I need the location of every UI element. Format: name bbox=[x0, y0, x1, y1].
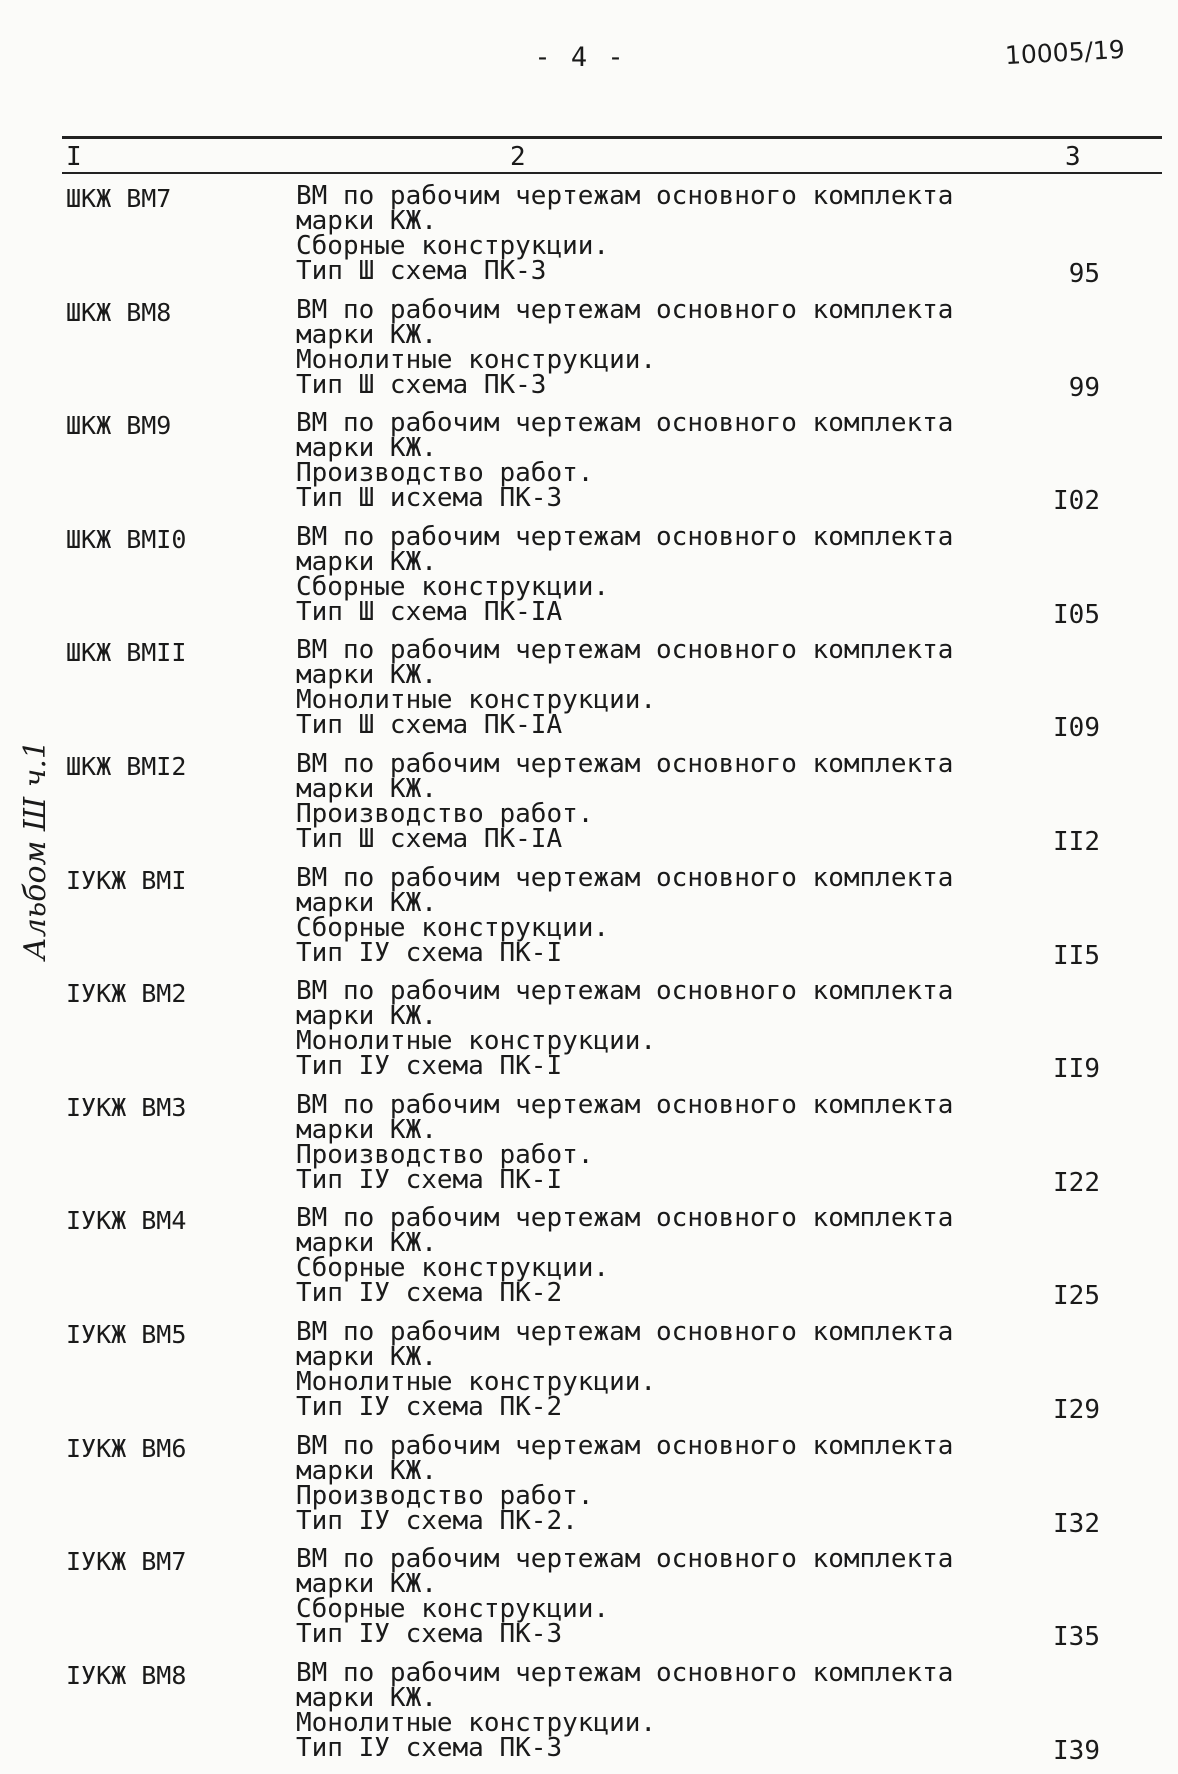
description-line: марки КЖ. bbox=[296, 1001, 437, 1032]
description-line: Монолитные конструкции. bbox=[296, 685, 657, 716]
description-line: Производство работ. bbox=[296, 798, 594, 829]
description-line: марки КЖ. bbox=[296, 1682, 437, 1713]
column-header-1: I bbox=[66, 142, 82, 172]
description-line: ВМ по рабочим чертежам основного комплекта bbox=[296, 294, 954, 325]
row-description bbox=[296, 748, 954, 854]
table-body bbox=[0, 181, 1178, 1774]
description-line: ВМ по рабочим чертежам основного комплекта bbox=[296, 862, 954, 893]
row-description bbox=[296, 294, 954, 400]
description-line: Производство работ. bbox=[296, 458, 594, 489]
description-line: ВМ по рабочим чертежам основного комплекта bbox=[296, 1544, 954, 1575]
description-line: Тип Ш схема ПК-IА bbox=[296, 596, 563, 627]
row-code: IУКЖ ВМ7 bbox=[66, 1547, 187, 1577]
description-line: марки КЖ. bbox=[296, 319, 437, 350]
table-row bbox=[0, 1316, 1178, 1434]
row-description bbox=[296, 1203, 954, 1309]
column-header-2: 2 bbox=[510, 142, 526, 172]
description-line: Монолитные конструкции. bbox=[296, 1026, 657, 1057]
page-number: - 4 - bbox=[534, 42, 626, 73]
document-code: 10005/19 bbox=[1004, 34, 1126, 71]
description-line: Сборные конструкции. bbox=[296, 571, 610, 602]
row-page-number: I25 bbox=[1053, 1281, 1100, 1312]
row-code: IУКЖ ВМ3 bbox=[66, 1092, 187, 1122]
description-line: ВМ по рабочим чертежам основного комплекта bbox=[296, 976, 954, 1007]
description-line: ВМ по рабочим чертежам основного комплекта bbox=[296, 1430, 954, 1461]
row-description bbox=[296, 181, 954, 286]
description-line: марки КЖ. bbox=[296, 1228, 437, 1259]
row-code: IУКЖ ВМ8 bbox=[66, 1660, 187, 1690]
table-row bbox=[0, 1544, 1178, 1661]
description-line: Тип Ш схема ПК-3 bbox=[296, 369, 547, 400]
row-code: IУКЖ ВМ5 bbox=[66, 1319, 187, 1349]
description-line: ВМ по рабочим чертежам основного комплекта bbox=[296, 181, 954, 211]
description-line: Тип IУ схема ПК-I bbox=[296, 937, 563, 968]
row-page-number: I35 bbox=[1053, 1622, 1100, 1653]
row-page-number: II2 bbox=[1053, 826, 1100, 857]
table-row bbox=[0, 635, 1178, 752]
row-description bbox=[296, 1430, 954, 1536]
description-line: марки КЖ. bbox=[296, 773, 437, 804]
description-line: Сборные конструкции. bbox=[296, 912, 610, 943]
table-row bbox=[0, 294, 1178, 412]
description-line: Тип IУ схема ПК-3 bbox=[296, 1732, 563, 1763]
description-line: ВМ по рабочим чертежам основного комплекта bbox=[296, 1316, 954, 1347]
description-line: марки КЖ. bbox=[296, 1569, 437, 1600]
description-line: Тип Ш схема ПК-IА bbox=[296, 823, 563, 854]
description-line: марки КЖ. bbox=[296, 433, 437, 464]
row-description bbox=[296, 635, 954, 741]
table-header-rule bbox=[62, 172, 1162, 174]
table-row bbox=[0, 748, 1178, 866]
row-code: IУКЖ ВМ2 bbox=[66, 979, 187, 1009]
row-description bbox=[296, 862, 954, 968]
table-row bbox=[0, 976, 1178, 1093]
description-line: марки КЖ. bbox=[296, 1114, 437, 1145]
table-top-rule bbox=[62, 136, 1162, 139]
description-line: Сборные конструкции. bbox=[296, 1594, 610, 1625]
row-description bbox=[296, 521, 954, 627]
description-line: ВМ по рабочим чертежам основного комплекта bbox=[296, 408, 954, 439]
row-code: IУКЖ ВМ4 bbox=[66, 1206, 187, 1236]
table-row bbox=[0, 1089, 1178, 1207]
row-page-number: I05 bbox=[1053, 599, 1100, 630]
description-line: Тип IУ схема ПК-2. bbox=[296, 1505, 578, 1536]
row-page-number: I29 bbox=[1053, 1394, 1100, 1425]
row-page-number: I02 bbox=[1053, 486, 1100, 517]
row-description bbox=[296, 1544, 954, 1650]
description-line: ВМ по рабочим чертежам основного комплекта bbox=[296, 1657, 954, 1688]
row-code: ШКЖ ВМII bbox=[66, 638, 187, 668]
description-line: ВМ по рабочим чертежам основного комплекта bbox=[296, 635, 954, 666]
row-page-number: II5 bbox=[1053, 940, 1100, 971]
description-line: Производство работ. bbox=[296, 1480, 594, 1511]
description-line: Тип Ш схема ПК-3 bbox=[296, 256, 547, 286]
album-side-note: Альбом Ш ч.1 bbox=[18, 740, 53, 960]
table-row bbox=[0, 408, 1178, 525]
description-line: Тип IУ схема ПК-2 bbox=[296, 1278, 563, 1309]
row-code: ШКЖ ВМ9 bbox=[66, 411, 172, 441]
table-row bbox=[0, 862, 1178, 980]
description-line: Тип Ш исхема ПК-3 bbox=[296, 483, 563, 514]
description-line: Тип Ш схема ПК-IА bbox=[296, 710, 563, 741]
row-description bbox=[296, 1316, 954, 1422]
description-line: марки КЖ. bbox=[296, 887, 437, 918]
row-description bbox=[296, 1657, 954, 1763]
column-header-3: 3 bbox=[1065, 142, 1081, 172]
row-page-number: I32 bbox=[1053, 1508, 1100, 1539]
description-line: марки КЖ. bbox=[296, 206, 437, 236]
table-row bbox=[0, 181, 1178, 298]
row-page-number: 95 bbox=[1068, 259, 1100, 289]
table-row bbox=[0, 521, 1178, 639]
description-line: Монолитные конструкции. bbox=[296, 344, 657, 375]
row-code: IУКЖ ВМ6 bbox=[66, 1433, 187, 1463]
description-line: ВМ по рабочим чертежам основного комплекта bbox=[296, 1203, 954, 1234]
row-page-number: 99 bbox=[1068, 372, 1100, 403]
row-code: ШКЖ ВМI2 bbox=[66, 751, 187, 781]
row-code: IУКЖ ВМI bbox=[66, 865, 187, 895]
description-line: Сборные конструкции. bbox=[296, 1253, 610, 1284]
row-page-number: II9 bbox=[1053, 1054, 1100, 1085]
description-line: марки КЖ. bbox=[296, 1341, 437, 1372]
description-line: Тип IУ схема ПК-I bbox=[296, 1164, 563, 1195]
row-description bbox=[296, 408, 954, 514]
description-line: Тип IУ схема ПК-3 bbox=[296, 1619, 563, 1650]
description-line: Тип IУ схема ПК-I bbox=[296, 1051, 563, 1082]
row-code: ШКЖ ВМI0 bbox=[66, 524, 187, 554]
row-description bbox=[296, 1089, 954, 1195]
description-line: ВМ по рабочим чертежам основного комплекта bbox=[296, 1089, 954, 1120]
description-line: Сборные конструкции. bbox=[296, 231, 610, 261]
row-page-number: I09 bbox=[1053, 713, 1100, 744]
table-row bbox=[0, 1657, 1178, 1774]
description-line: Монолитные конструкции. bbox=[296, 1707, 657, 1738]
description-line: Тип IУ схема ПК-2 bbox=[296, 1391, 563, 1422]
row-page-number: I39 bbox=[1053, 1735, 1100, 1766]
description-line: Производство работ. bbox=[296, 1139, 594, 1170]
row-code: ШКЖ ВМ8 bbox=[66, 297, 172, 327]
description-line: марки КЖ. bbox=[296, 1455, 437, 1486]
description-line: марки КЖ. bbox=[296, 546, 437, 577]
description-line: ВМ по рабочим чертежам основного комплекта bbox=[296, 748, 954, 779]
row-description bbox=[296, 976, 954, 1082]
row-page-number: I22 bbox=[1053, 1167, 1100, 1198]
description-line: Монолитные конструкции. bbox=[296, 1366, 657, 1397]
description-line: марки КЖ. bbox=[296, 660, 437, 691]
table-row bbox=[0, 1203, 1178, 1320]
row-code: ШКЖ ВМ7 bbox=[66, 184, 172, 213]
table-row bbox=[0, 1430, 1178, 1548]
description-line: ВМ по рабочим чертежам основного комплекта bbox=[296, 521, 954, 552]
